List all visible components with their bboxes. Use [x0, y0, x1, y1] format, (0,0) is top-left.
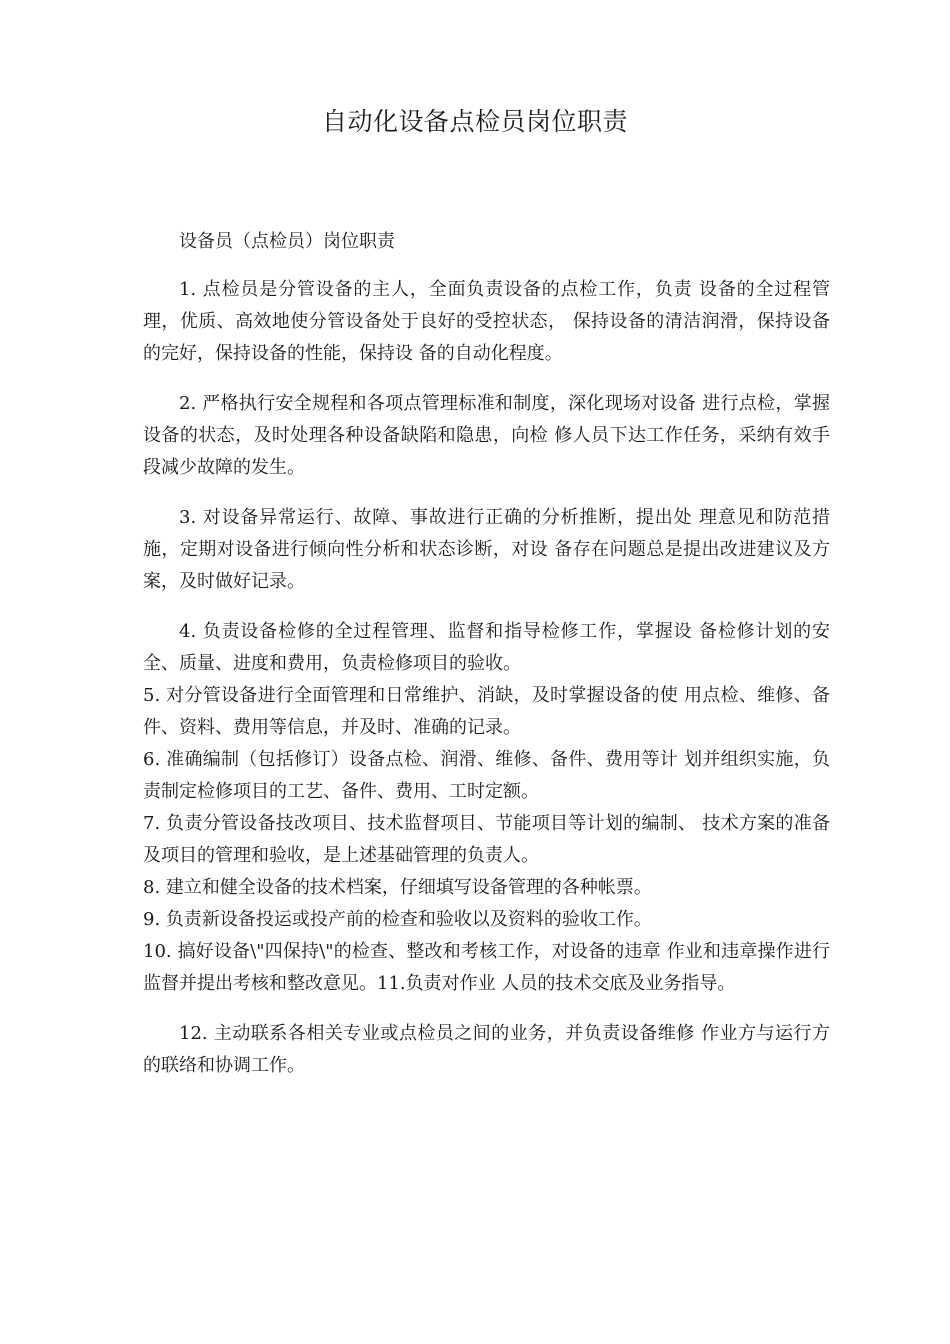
duty-item-1: 1. 点检员是分管设备的主人，全面负责设备的点检工作，负责 设备的全过程管理，优质、高效地使分管设备处于良好的受控状态， 保持设备的清洁润滑，保持设备的完好，保持设备的性能，保持设 备的自动化程度。: [143, 279, 830, 364]
duty-item-5: 5. 对分管设备进行全面管理和日常维护、消缺，及时掌握设备的使 用点检、维修、备件、资料、费用等信息，并及时、准确的记录。: [143, 685, 830, 738]
duty-item-4: 4. 负责设备检修的全过程管理、监督和指导检修工作，掌握设 备检修计划的安全、质量、进度和费用，负责检修项目的验收。: [143, 621, 830, 674]
duty-item-3: 3. 对设备异常运行、故障、事故进行正确的分析推断，提出处 理意见和防范措施，定期对设备进行倾向性分析和状态诊断，对设 备存在问题总是提出改进建议及方案，及时做好记录。: [143, 507, 830, 592]
duty-item-12: 12. 主动联系各相关专业或点检员之间的业务，并负责设备维修 作业方与运行方的联络和协调工作。: [143, 1023, 830, 1076]
section-heading: 设备员（点检员）岗位职责: [179, 231, 395, 252]
duty-item-8: 8. 建立和健全设备的技术档案，仔细填写设备管理的各种帐票。: [143, 877, 652, 898]
duty-item-10: 10. 搞好设备\"四保持\"的检查、整改和考核工作，对设备的违章 作业和违章操作进行监督并提出考核和整改意见。11.负责对作业 人员的技术交底及业务指导。: [143, 941, 830, 994]
duty-item-2: 2. 严格执行安全规程和各项点管理标准和制度，深化现场对设备 进行点检，掌握设备的状态，及时处理各种设备缺陷和隐患，向检 修人员下达工作任务，采纳有效手段减少故障的发生。: [143, 393, 830, 478]
duty-item-7: 7. 负责分管设备技改项目、技术监督项目、节能项目等计划的编制、 技术方案的准备及项目的管理和验收，是上述基础管理的负责人。: [143, 813, 830, 866]
document-title: 自动化设备点检员岗位职责: [321, 107, 628, 136]
duty-item-9: 9. 负责新设备投运或投产前的检查和验收以及资料的验收工作。: [143, 909, 652, 930]
duty-item-6: 6. 准确编制（包括修订）设备点检、润滑、维修、备件、费用等计 划并组织实施，负责制定检修项目的工艺、备件、费用、工时定额。: [143, 749, 830, 802]
document-body: [143, 226, 830, 1082]
